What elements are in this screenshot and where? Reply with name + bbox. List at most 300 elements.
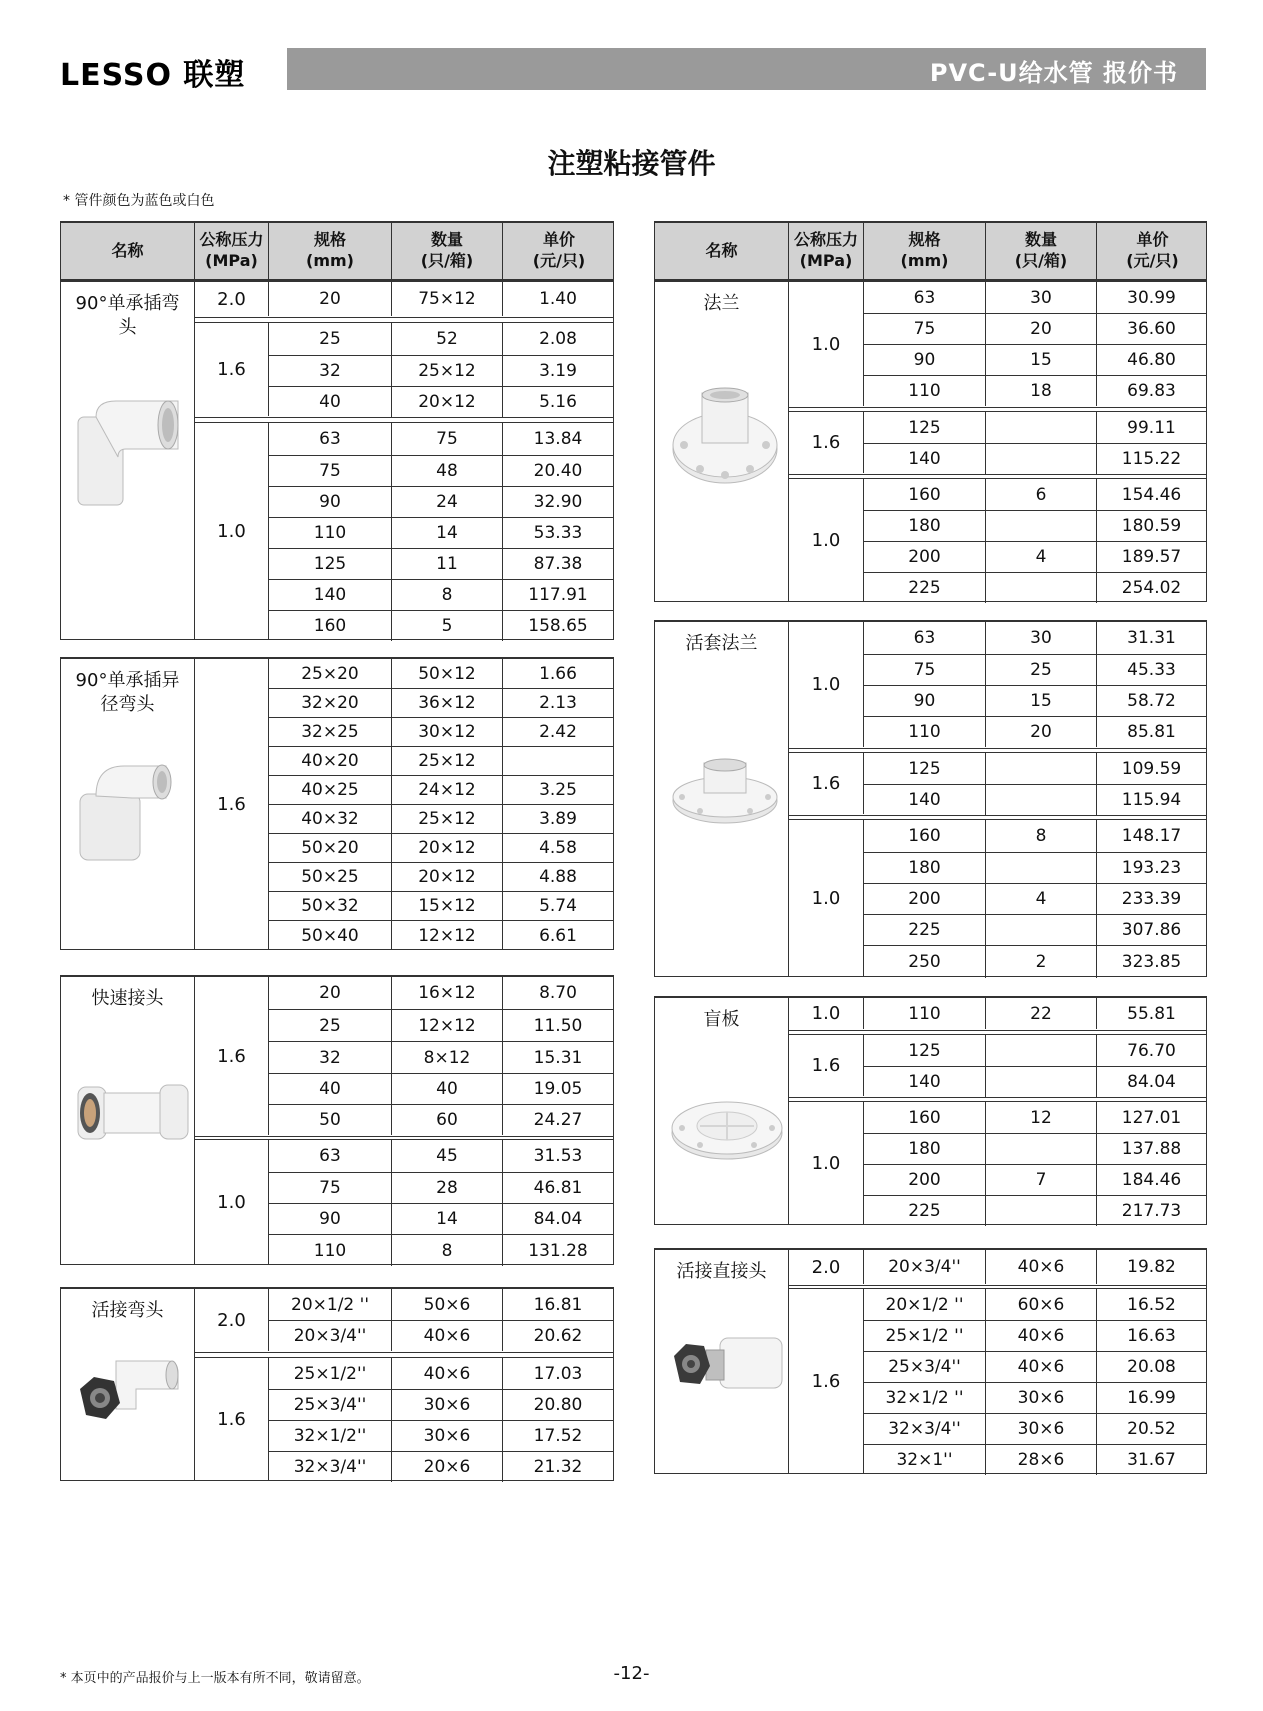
header-bar — [287, 48, 1206, 90]
qty-cell: 20 — [986, 314, 1097, 344]
qty-cell: 16×12 — [392, 977, 503, 1009]
price-cell: 5.16 — [539, 392, 577, 412]
spec-cell: 125 — [269, 549, 392, 579]
table-row — [864, 572, 1206, 603]
table-row — [269, 1289, 613, 1320]
spec-cell: 225 — [864, 573, 986, 603]
price-cell: 17.03 — [533, 1363, 583, 1384]
spec-cell: 75 — [864, 314, 986, 344]
price-cell: 85.81 — [1127, 722, 1176, 742]
left-table-header — [60, 221, 614, 280]
qty-cell: 14 — [392, 518, 503, 548]
pressure-group — [195, 422, 613, 640]
qty-cell: 11 — [392, 549, 503, 579]
table-row — [864, 852, 1206, 883]
price-cell: 184.46 — [1121, 1170, 1182, 1190]
col-name: 名称 — [61, 223, 195, 279]
footnote: * 本页中的产品报价与上一版本有所不同，敬请留意。 — [60, 1671, 370, 1686]
price-cell: 46.80 — [1127, 350, 1176, 370]
spec-cell: 90 — [864, 345, 986, 375]
price-cell: 137.88 — [1121, 1139, 1182, 1159]
pressure-value: 2.0 — [195, 282, 269, 316]
spec-cell: 25×1/2 '' — [864, 1321, 986, 1351]
qty-cell — [986, 1067, 1097, 1097]
table-row — [864, 1320, 1206, 1351]
col-price: 单价 (元/只) — [532, 230, 586, 270]
spec-cell: 40 — [269, 1074, 392, 1104]
qty-cell: 15 — [986, 686, 1097, 716]
pressure-group — [789, 282, 1206, 406]
brand-logo: LESSO 联塑 — [60, 58, 246, 93]
qty-cell — [986, 444, 1097, 474]
table-row — [864, 479, 1206, 510]
price-cell: 31.31 — [1127, 628, 1176, 648]
col-spec: 规格 (mm) — [269, 223, 392, 279]
price-cell: 69.83 — [1127, 381, 1176, 401]
table-row — [864, 753, 1206, 784]
spec-cell: 50×20 — [269, 834, 392, 862]
spec-cell: 75 — [269, 456, 392, 486]
product-name: 90°单承插弯头 — [75, 293, 180, 339]
spec-cell: 63 — [269, 1140, 392, 1172]
spec-cell: 20×3/4'' — [269, 1321, 392, 1351]
spec-cell: 90 — [269, 487, 392, 517]
price-cell: 1.40 — [539, 289, 577, 309]
table-row — [269, 1203, 613, 1234]
table-row — [269, 977, 613, 1009]
table-row — [864, 541, 1206, 572]
pressure-value: 1.0 — [789, 282, 864, 406]
price-cell: 180.59 — [1121, 516, 1182, 536]
pressure-group — [195, 1289, 613, 1351]
qty-cell — [986, 1035, 1097, 1066]
spec-cell: 32 — [269, 356, 392, 386]
qty-cell: 6 — [986, 479, 1097, 510]
qty-cell: 52 — [392, 323, 503, 355]
table-row — [864, 1250, 1206, 1284]
table-row — [269, 1389, 613, 1420]
spec-cell: 225 — [864, 915, 986, 945]
spec-cell: 20 — [269, 282, 392, 316]
spec-cell: 200 — [864, 542, 986, 572]
table-row — [269, 659, 613, 688]
product-name: 活套法兰 — [685, 633, 758, 654]
spec-cell: 140 — [864, 1067, 986, 1097]
table-row — [864, 914, 1206, 945]
spec-cell: 50×32 — [269, 892, 392, 920]
qty-cell: 20×6 — [392, 1452, 503, 1482]
table-row — [864, 1444, 1206, 1475]
price-cell: 307.86 — [1121, 920, 1182, 940]
table-row — [864, 883, 1206, 914]
spec-cell: 140 — [864, 444, 986, 474]
qty-cell: 4 — [986, 884, 1097, 914]
pressure-value: 1.0 — [789, 998, 864, 1029]
spec-cell: 90 — [269, 1204, 392, 1234]
price-cell: 4.88 — [539, 867, 577, 887]
qty-cell: 12×12 — [392, 921, 503, 950]
qty-cell: 2 — [986, 946, 1097, 978]
price-cell: 11.50 — [533, 1015, 583, 1036]
spec-cell: 200 — [864, 1165, 986, 1195]
qty-cell: 75 — [392, 423, 503, 455]
union-elbow-icon — [76, 1349, 181, 1428]
pressure-group — [789, 1101, 1206, 1225]
spec-cell: 125 — [864, 753, 986, 784]
table-row — [269, 282, 613, 316]
price-cell: 109.59 — [1121, 758, 1182, 779]
table-row — [864, 510, 1206, 541]
spec-cell: 50×25 — [269, 863, 392, 891]
qty-cell: 15×12 — [392, 892, 503, 920]
table-row — [269, 804, 613, 833]
pressure-value: 1.6 — [195, 659, 269, 950]
table-row — [864, 685, 1206, 716]
spec-cell: 110 — [269, 1235, 392, 1266]
price-cell: 2.42 — [539, 722, 577, 742]
qty-cell: 20 — [986, 717, 1097, 747]
product-name: 活接弯头 — [91, 1300, 164, 1321]
qty-cell: 36×12 — [392, 689, 503, 717]
qty-cell — [986, 753, 1097, 784]
qty-cell: 25×12 — [392, 747, 503, 775]
price-cell: 3.19 — [539, 361, 577, 381]
qty-cell: 22 — [986, 998, 1097, 1029]
qty-cell: 40×6 — [986, 1321, 1097, 1351]
price-cell: 45.33 — [1127, 660, 1176, 680]
qty-cell: 30×6 — [986, 1383, 1097, 1413]
spec-cell: 200 — [864, 884, 986, 914]
spec-cell: 110 — [864, 717, 986, 747]
table-row — [864, 313, 1206, 344]
qty-cell: 50×12 — [392, 659, 503, 688]
qty-cell — [986, 573, 1097, 603]
pressure-value: 1.6 — [789, 1289, 864, 1474]
price-cell: 217.73 — [1121, 1201, 1182, 1221]
qty-cell: 30×6 — [986, 1414, 1097, 1444]
header-title: PVC-U给水管 报价书 — [929, 59, 1178, 87]
pressure-group — [195, 1357, 613, 1481]
spec-cell: 110 — [269, 518, 392, 548]
table-row — [864, 622, 1206, 654]
spec-cell: 75 — [864, 655, 986, 685]
qty-cell — [986, 1134, 1097, 1164]
price-cell: 4.58 — [539, 838, 577, 858]
spec-cell: 50 — [269, 1105, 392, 1135]
price-cell: 87.38 — [533, 554, 583, 574]
price-cell: 189.57 — [1121, 547, 1182, 567]
spec-cell: 40×20 — [269, 747, 392, 775]
price-cell: 127.01 — [1121, 1107, 1182, 1128]
price-cell: 84.04 — [533, 1209, 583, 1229]
col-spec: 规格 (mm) — [864, 223, 986, 279]
spec-cell: 20×1/2 '' — [269, 1289, 392, 1320]
spec-cell: 160 — [864, 479, 986, 510]
spec-cell: 75 — [269, 1173, 392, 1203]
table-row — [269, 833, 613, 862]
pressure-value: 1.0 — [195, 423, 269, 640]
product-name-cell — [61, 1289, 195, 1480]
col-pressure: 公称压力 (MPa) — [789, 223, 864, 279]
price-cell: 76.70 — [1127, 1040, 1176, 1061]
price-cell: 20.52 — [1127, 1419, 1176, 1439]
spec-cell: 32×1/2'' — [269, 1421, 392, 1451]
col-name: 名称 — [655, 223, 789, 279]
price-cell: 21.32 — [533, 1457, 583, 1477]
spec-cell: 25×3/4'' — [864, 1352, 986, 1382]
price-cell: 13.84 — [533, 429, 583, 449]
spec-cell: 25×3/4'' — [269, 1390, 392, 1420]
table-row — [269, 1234, 613, 1266]
pressure-group — [789, 1250, 1206, 1284]
table-row — [269, 1451, 613, 1482]
price-cell: 15.31 — [533, 1047, 583, 1068]
qty-cell: 45 — [392, 1140, 503, 1172]
price-cell: 254.02 — [1121, 578, 1182, 598]
price-cell: 16.52 — [1127, 1294, 1176, 1315]
price-cell: 148.17 — [1121, 826, 1182, 846]
pressure-value: 1.0 — [789, 479, 864, 602]
price-cell: 3.25 — [539, 780, 577, 800]
spec-cell: 40 — [269, 387, 392, 417]
col-qty: 数量 (只/箱) — [392, 223, 503, 279]
col-qty: 数量 (只/箱) — [986, 223, 1097, 279]
qty-cell — [986, 915, 1097, 945]
qty-cell: 48 — [392, 456, 503, 486]
pressure-value: 1.6 — [195, 1358, 269, 1481]
qty-cell: 40×6 — [986, 1352, 1097, 1382]
qty-cell — [986, 853, 1097, 883]
spec-cell: 90 — [864, 686, 986, 716]
qty-cell: 12×12 — [392, 1010, 503, 1041]
table-row — [269, 775, 613, 804]
price-cell: 53.33 — [533, 523, 583, 543]
product-table-union-straight — [654, 1248, 1207, 1474]
qty-cell: 25×12 — [392, 805, 503, 833]
table-row — [864, 654, 1206, 685]
elbow-icon — [76, 397, 181, 511]
table-row — [269, 862, 613, 891]
price-cell: 36.60 — [1127, 319, 1176, 339]
price-cell: 31.67 — [1127, 1450, 1176, 1470]
spec-cell: 40×32 — [269, 805, 392, 833]
table-row — [864, 945, 1206, 978]
table-row — [269, 610, 613, 641]
qty-cell: 5 — [392, 611, 503, 641]
color-note: * 管件颜色为蓝色或白色 — [63, 193, 215, 209]
price-cell: 17.52 — [533, 1426, 583, 1446]
price-cell: 16.99 — [1127, 1388, 1176, 1408]
pressure-group — [789, 411, 1206, 473]
table-row — [864, 412, 1206, 443]
table-row — [864, 1289, 1206, 1320]
price-cell — [503, 747, 613, 775]
spec-cell: 110 — [864, 376, 986, 406]
qty-cell: 28×6 — [986, 1445, 1097, 1475]
qty-cell: 28 — [392, 1173, 503, 1203]
spec-cell: 50×40 — [269, 921, 392, 950]
product-name-cell — [655, 622, 789, 976]
product-table-blind-plate — [654, 996, 1207, 1225]
qty-cell: 18 — [986, 376, 1097, 406]
price-cell: 1.66 — [539, 663, 577, 684]
spec-cell: 125 — [864, 412, 986, 443]
product-name-cell — [655, 282, 789, 601]
price-cell: 19.05 — [533, 1079, 583, 1099]
product-table-union-elbow — [60, 1287, 614, 1481]
product-table-reducing-elbow — [60, 657, 614, 950]
spec-cell: 180 — [864, 1134, 986, 1164]
product-name: 90°单承插异径弯头 — [75, 670, 180, 716]
product-name: 活接直接头 — [676, 1261, 767, 1282]
pressure-group — [789, 752, 1206, 814]
table-row — [269, 1420, 613, 1451]
table-row — [864, 1133, 1206, 1164]
qty-cell: 30×12 — [392, 718, 503, 746]
table-row — [864, 784, 1206, 815]
right-table-header — [654, 221, 1207, 280]
qty-cell: 30 — [986, 622, 1097, 654]
price-cell: 20.62 — [533, 1326, 583, 1346]
price-cell: 3.89 — [539, 809, 577, 829]
spec-cell: 180 — [864, 511, 986, 541]
qty-cell: 8 — [392, 1235, 503, 1266]
pressure-group — [789, 1288, 1206, 1474]
table-row — [269, 1041, 613, 1073]
price-cell: 5.74 — [539, 896, 577, 916]
qty-cell: 8 — [392, 580, 503, 610]
product-table-loose-flange — [654, 620, 1207, 977]
spec-cell: 32×25 — [269, 718, 392, 746]
loose-flange-icon — [670, 757, 780, 831]
spec-cell: 160 — [864, 820, 986, 852]
price-cell: 6.61 — [539, 925, 577, 946]
pressure-value: 2.0 — [789, 1250, 864, 1284]
table-row — [269, 1358, 613, 1389]
table-row — [864, 1351, 1206, 1382]
price-cell: 233.39 — [1121, 889, 1182, 909]
pressure-value: 2.0 — [195, 1289, 269, 1351]
table-row — [864, 716, 1206, 747]
qty-cell: 25×12 — [392, 356, 503, 386]
pressure-group — [195, 282, 613, 316]
col-price: 单价 (元/只) — [1126, 230, 1179, 270]
table-row — [864, 1102, 1206, 1133]
spec-cell: 20 — [269, 977, 392, 1009]
qty-cell: 7 — [986, 1165, 1097, 1195]
table-row — [269, 1104, 613, 1135]
qty-cell: 8×12 — [392, 1042, 503, 1073]
spec-cell: 20×3/4'' — [864, 1250, 986, 1284]
pressure-value: 1.6 — [195, 977, 269, 1135]
price-cell: 16.63 — [1127, 1326, 1176, 1346]
qty-cell: 8 — [986, 820, 1097, 852]
price-cell: 99.11 — [1127, 417, 1176, 438]
qty-cell: 20×12 — [392, 387, 503, 417]
pressure-group — [789, 622, 1206, 747]
qty-cell: 40×6 — [986, 1250, 1097, 1284]
table-row — [269, 486, 613, 517]
reducing-elbow-icon — [76, 754, 181, 868]
table-row — [269, 920, 613, 950]
price-cell: 46.81 — [533, 1178, 583, 1198]
union-straight-icon — [670, 1330, 785, 1404]
price-cell: 19.82 — [1127, 1257, 1176, 1277]
spec-cell: 32×20 — [269, 689, 392, 717]
product-name-cell — [61, 977, 195, 1264]
table-row — [269, 891, 613, 920]
product-name-cell — [655, 998, 789, 1224]
price-cell: 16.81 — [533, 1294, 583, 1315]
spec-cell: 32×3/4'' — [269, 1452, 392, 1482]
price-cell: 55.81 — [1127, 1003, 1176, 1024]
product-name-cell — [655, 1250, 789, 1473]
blind-plate-icon — [670, 1093, 785, 1167]
qty-cell: 24 — [392, 487, 503, 517]
table-row — [269, 386, 613, 417]
price-cell: 158.65 — [528, 616, 588, 636]
table-row — [269, 323, 613, 355]
quick-coupling-icon — [76, 1077, 191, 1151]
pressure-value: 1.0 — [789, 820, 864, 977]
price-cell: 58.72 — [1127, 691, 1176, 711]
pressure-group — [195, 1139, 613, 1265]
qty-cell: 30×6 — [392, 1390, 503, 1420]
page-title: 注塑粘接管件 — [547, 147, 716, 180]
pressure-group — [789, 998, 1206, 1029]
price-cell: 84.04 — [1127, 1072, 1176, 1092]
spec-cell: 32 — [269, 1042, 392, 1073]
pressure-value: 1.6 — [789, 753, 864, 814]
price-cell: 323.85 — [1121, 952, 1182, 972]
spec-cell: 25×1/2'' — [269, 1358, 392, 1389]
qty-cell: 50×6 — [392, 1289, 503, 1320]
qty-cell: 12 — [986, 1102, 1097, 1133]
price-cell: 117.91 — [528, 585, 588, 605]
pressure-group — [789, 478, 1206, 602]
spec-cell: 110 — [864, 998, 986, 1029]
table-row — [864, 998, 1206, 1029]
qty-cell: 4 — [986, 542, 1097, 572]
spec-cell: 140 — [269, 580, 392, 610]
pressure-value: 1.0 — [789, 1102, 864, 1225]
table-row — [269, 517, 613, 548]
pressure-group — [195, 322, 613, 416]
qty-cell: 40×6 — [392, 1358, 503, 1389]
product-table-flange — [654, 280, 1207, 602]
spec-cell: 63 — [864, 282, 986, 313]
table-row — [269, 355, 613, 386]
spec-cell: 250 — [864, 946, 986, 978]
table-row — [269, 1172, 613, 1203]
spec-cell: 20×1/2 '' — [864, 1289, 986, 1320]
price-cell: 30.99 — [1127, 287, 1176, 308]
spec-cell: 32×1'' — [864, 1445, 986, 1475]
price-cell: 31.53 — [533, 1146, 583, 1166]
price-cell: 20.40 — [533, 461, 583, 481]
page-number: -12- — [613, 1663, 650, 1684]
table-row — [269, 455, 613, 486]
table-row — [269, 1009, 613, 1041]
qty-cell: 40×6 — [392, 1321, 503, 1351]
product-name: 法兰 — [703, 293, 740, 314]
spec-cell: 63 — [864, 622, 986, 654]
qty-cell — [986, 1196, 1097, 1226]
table-row — [864, 820, 1206, 852]
qty-cell: 20×12 — [392, 834, 503, 862]
product-name: 盲板 — [703, 1009, 740, 1030]
pressure-value: 1.0 — [195, 1140, 269, 1265]
